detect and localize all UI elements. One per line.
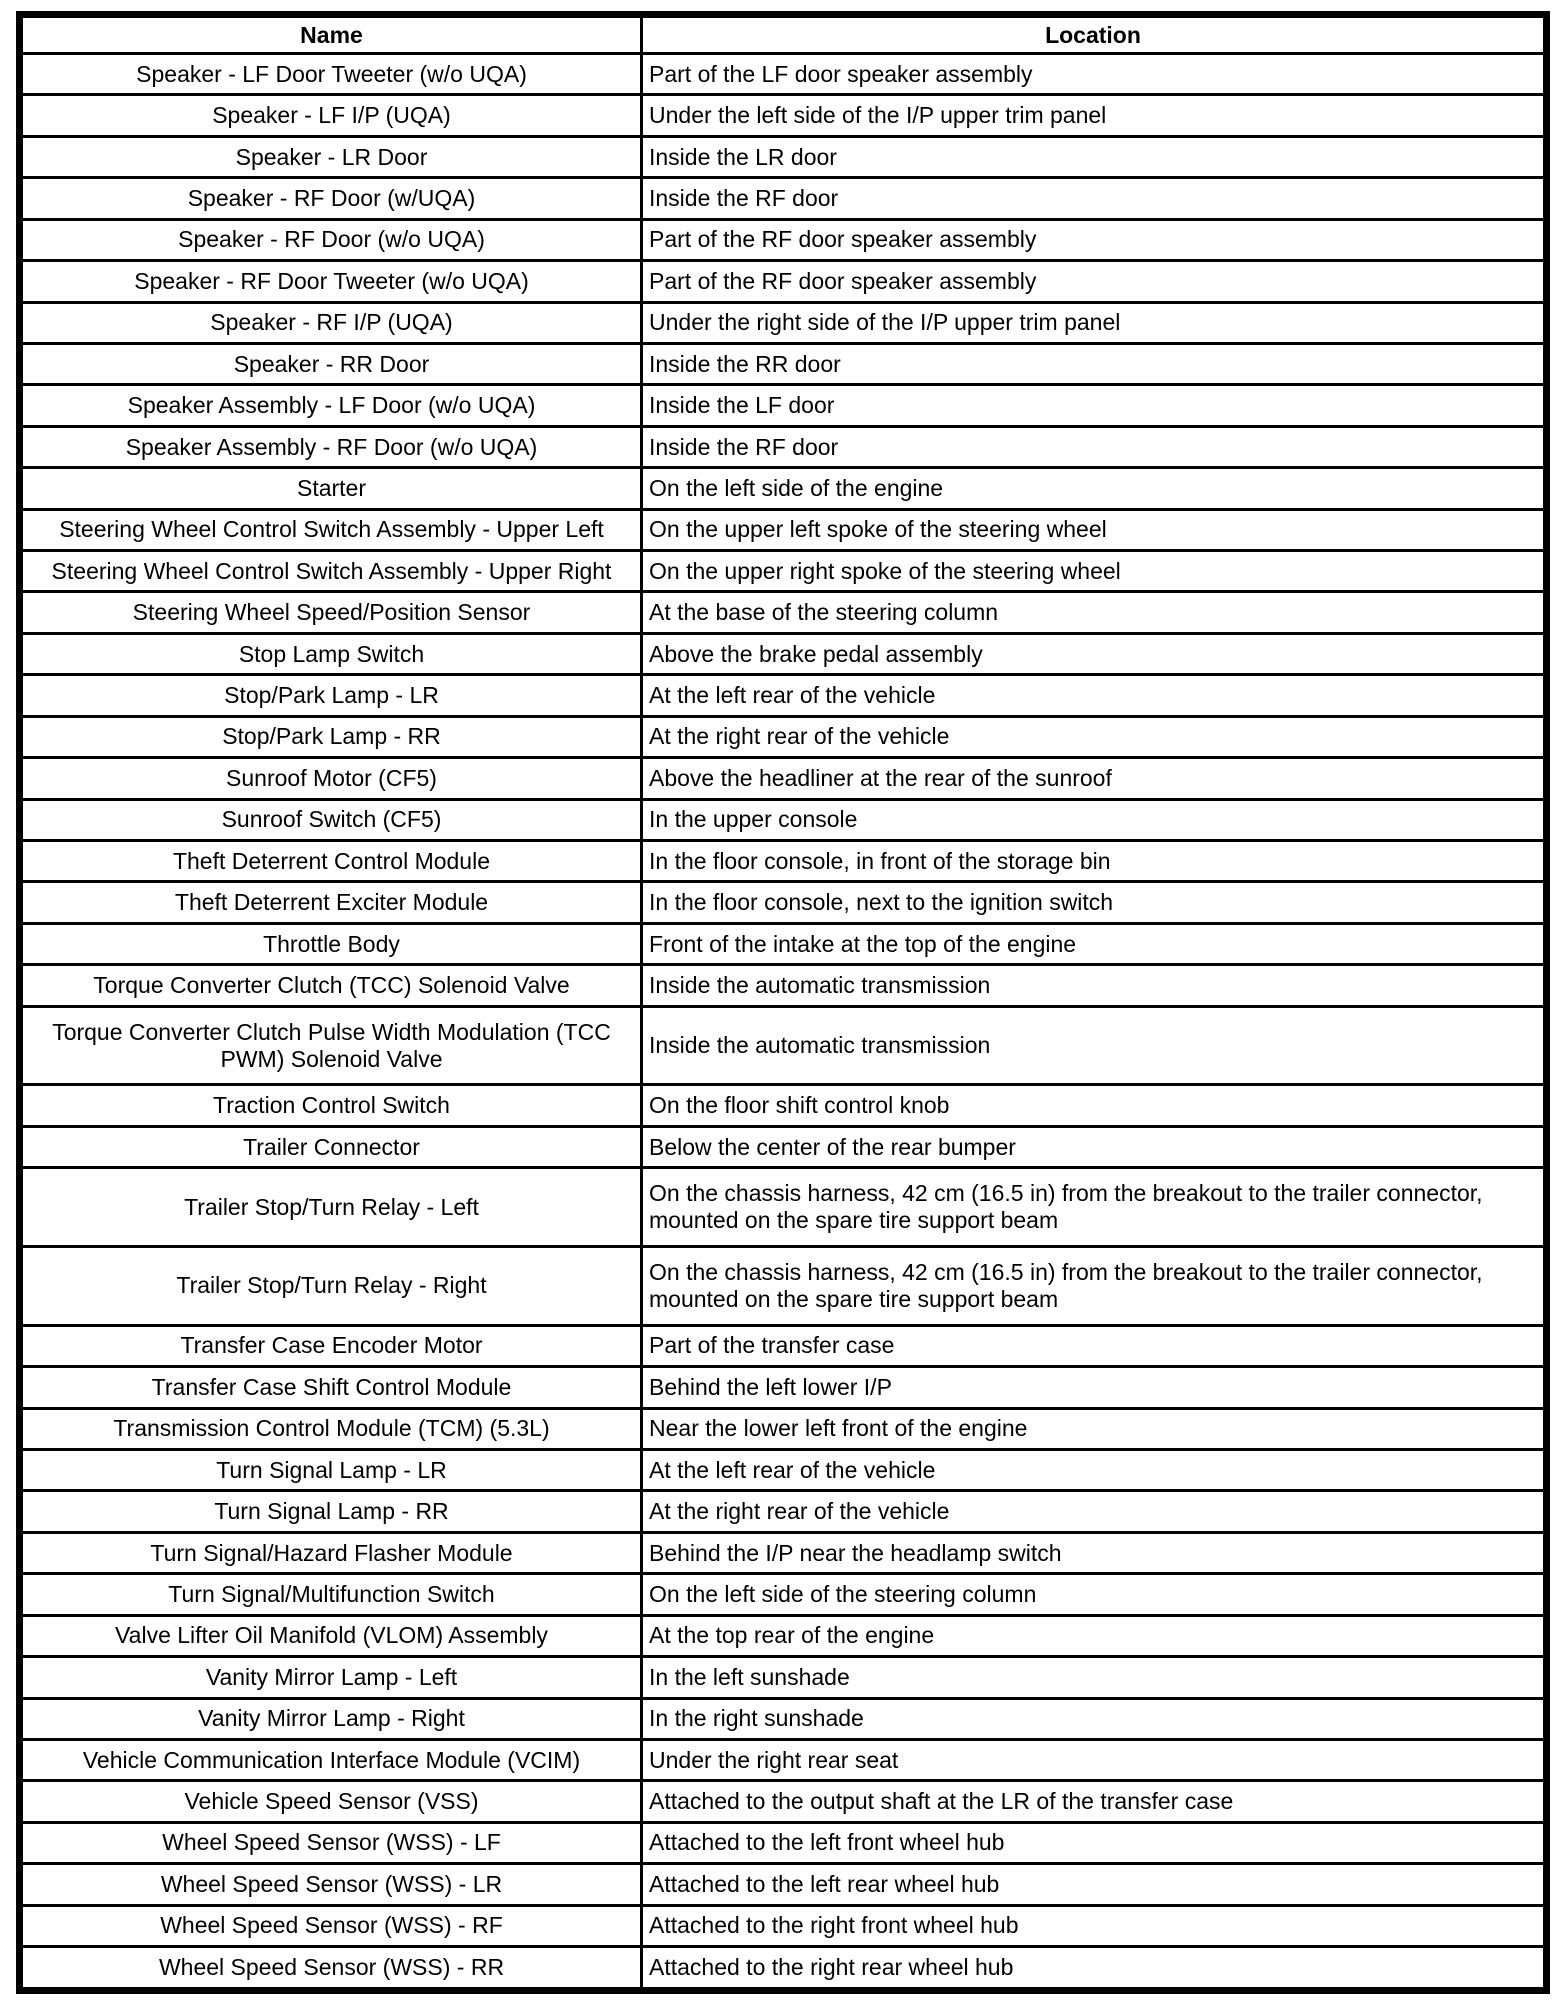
component-name-cell: Throttle Body (22, 923, 642, 964)
table-row (22, 1698, 1545, 1739)
table-row (22, 1739, 1545, 1780)
component-location-cell: Front of the intake at the top of the engine (642, 923, 1545, 964)
table-row (22, 1126, 1545, 1167)
component-name-cell: Theft Deterrent Control Module (22, 841, 642, 882)
table-row (22, 923, 1545, 964)
table-row (22, 302, 1545, 343)
table-row (22, 1781, 1545, 1822)
component-name-cell: Speaker - LF Door Tweeter (w/o UQA) (22, 54, 642, 95)
component-location-cell: In the right sunshade (642, 1698, 1545, 1739)
table-row (22, 261, 1545, 302)
component-name-cell: Transfer Case Encoder Motor (22, 1325, 642, 1366)
table-row (22, 551, 1545, 592)
table-row (22, 1246, 1545, 1325)
table-row (22, 633, 1545, 674)
component-location-cell: In the left sunshade (642, 1657, 1545, 1698)
component-name-cell: Stop Lamp Switch (22, 633, 642, 674)
component-name-cell: Sunroof Switch (CF5) (22, 799, 642, 840)
table-row (22, 178, 1545, 219)
component-locator-table (20, 15, 1546, 1990)
table-header-row (22, 17, 1545, 54)
component-name-cell: Vehicle Communication Interface Module (VCIM) (22, 1739, 642, 1780)
table-row (22, 1657, 1545, 1698)
component-location-cell: Under the right rear seat (642, 1739, 1545, 1780)
component-name-cell: Speaker - LF I/P (UQA) (22, 95, 642, 136)
table-row (22, 1864, 1545, 1905)
component-name-cell: Torque Converter Clutch Pulse Width Modulation (TCC PWM) Solenoid Valve (22, 1006, 642, 1085)
component-location-cell: Attached to the right front wheel hub (642, 1905, 1545, 1946)
table-row (22, 509, 1545, 550)
component-name-cell: Speaker - RF Door (w/o UQA) (22, 219, 642, 260)
component-name-cell: Steering Wheel Speed/Position Sensor (22, 592, 642, 633)
component-location-cell: At the base of the steering column (642, 592, 1545, 633)
table-row (22, 1822, 1545, 1863)
component-name-cell: Trailer Stop/Turn Relay - Right (22, 1246, 642, 1325)
table-row (22, 1085, 1545, 1126)
component-location-cell: Inside the LR door (642, 136, 1545, 177)
component-name-cell: Turn Signal Lamp - LR (22, 1449, 642, 1490)
component-name-cell: Turn Signal/Hazard Flasher Module (22, 1532, 642, 1573)
component-name-cell: Turn Signal/Multifunction Switch (22, 1574, 642, 1615)
table-row (22, 1947, 1545, 1989)
component-name-cell: Vehicle Speed Sensor (VSS) (22, 1781, 642, 1822)
component-name-cell: Turn Signal Lamp - RR (22, 1491, 642, 1532)
component-location-cell: Inside the RR door (642, 343, 1545, 384)
component-location-cell: At the left rear of the vehicle (642, 675, 1545, 716)
component-name-cell: Transmission Control Module (TCM) (5.3L) (22, 1408, 642, 1449)
component-name-cell: Wheel Speed Sensor (WSS) - LR (22, 1864, 642, 1905)
header-name: Name (22, 17, 642, 54)
component-location-cell: Below the center of the rear bumper (642, 1126, 1545, 1167)
component-name-cell: Speaker - LR Door (22, 136, 642, 177)
component-name-cell: Steering Wheel Control Switch Assembly - Upper Right (22, 551, 642, 592)
component-location-cell: Near the lower left front of the engine (642, 1408, 1545, 1449)
component-location-cell: On the left side of the engine (642, 468, 1545, 509)
table-row (22, 343, 1545, 384)
component-name-cell: Stop/Park Lamp - LR (22, 675, 642, 716)
component-name-cell: Speaker - RF I/P (UQA) (22, 302, 642, 343)
component-name-cell: Trailer Connector (22, 1126, 642, 1167)
table-row (22, 1491, 1545, 1532)
component-location-cell: Part of the RF door speaker assembly (642, 219, 1545, 260)
table-row (22, 1168, 1545, 1247)
component-location-cell: At the left rear of the vehicle (642, 1449, 1545, 1490)
component-name-cell: Speaker - RR Door (22, 343, 642, 384)
component-name-cell: Speaker - RF Door Tweeter (w/o UQA) (22, 261, 642, 302)
component-location-cell: At the top rear of the engine (642, 1615, 1545, 1656)
component-name-cell: Steering Wheel Control Switch Assembly - Upper Left (22, 509, 642, 550)
table-row (22, 799, 1545, 840)
component-location-cell: Attached to the left front wheel hub (642, 1822, 1545, 1863)
table-row (22, 1449, 1545, 1490)
component-name-cell: Transfer Case Shift Control Module (22, 1367, 642, 1408)
component-location-cell: On the chassis harness, 42 cm (16.5 in) from the breakout to the trailer connector, mounted on the spare tire support beam (642, 1168, 1545, 1247)
table-row (22, 1905, 1545, 1946)
component-name-cell: Wheel Speed Sensor (WSS) - LF (22, 1822, 642, 1863)
component-location-cell: Inside the RF door (642, 426, 1545, 467)
component-location-cell: On the upper right spoke of the steering wheel (642, 551, 1545, 592)
component-location-cell: In the floor console, next to the ignition switch (642, 882, 1545, 923)
table-row (22, 385, 1545, 426)
table-row (22, 675, 1545, 716)
table-row (22, 54, 1545, 95)
table-row (22, 592, 1545, 633)
component-name-cell: Valve Lifter Oil Manifold (VLOM) Assembly (22, 1615, 642, 1656)
component-location-cell: On the upper left spoke of the steering wheel (642, 509, 1545, 550)
component-location-cell: Above the brake pedal assembly (642, 633, 1545, 674)
component-name-cell: Speaker Assembly - LF Door (w/o UQA) (22, 385, 642, 426)
component-location-cell: In the upper console (642, 799, 1545, 840)
table-row (22, 758, 1545, 799)
component-name-cell: Vanity Mirror Lamp - Left (22, 1657, 642, 1698)
component-location-cell: Behind the I/P near the headlamp switch (642, 1532, 1545, 1573)
component-location-cell: Part of the LF door speaker assembly (642, 54, 1545, 95)
component-location-cell: Inside the RF door (642, 178, 1545, 219)
table-row (22, 426, 1545, 467)
component-name-cell: Wheel Speed Sensor (WSS) - RF (22, 1905, 642, 1946)
component-name-cell: Speaker - RF Door (w/UQA) (22, 178, 642, 219)
table-row (22, 841, 1545, 882)
component-location-cell: Inside the LF door (642, 385, 1545, 426)
component-location-cell: In the floor console, in front of the storage bin (642, 841, 1545, 882)
component-name-cell: Sunroof Motor (CF5) (22, 758, 642, 799)
component-location-cell: Above the headliner at the rear of the sunroof (642, 758, 1545, 799)
component-name-cell: Starter (22, 468, 642, 509)
component-name-cell: Stop/Park Lamp - RR (22, 716, 642, 757)
component-location-cell: Behind the left lower I/P (642, 1367, 1545, 1408)
table-row (22, 1532, 1545, 1573)
table-row (22, 95, 1545, 136)
component-location-cell: At the right rear of the vehicle (642, 716, 1545, 757)
component-location-cell: Part of the RF door speaker assembly (642, 261, 1545, 302)
table-row (22, 965, 1545, 1006)
table-row (22, 219, 1545, 260)
table-body (22, 54, 1545, 1989)
table-row (22, 1325, 1545, 1366)
component-location-cell: Attached to the right rear wheel hub (642, 1947, 1545, 1989)
component-name-cell: Wheel Speed Sensor (WSS) - RR (22, 1947, 642, 1989)
component-name-cell: Trailer Stop/Turn Relay - Left (22, 1168, 642, 1247)
component-name-cell: Theft Deterrent Exciter Module (22, 882, 642, 923)
component-location-cell: Inside the automatic transmission (642, 965, 1545, 1006)
component-name-cell: Traction Control Switch (22, 1085, 642, 1126)
component-name-cell: Speaker Assembly - RF Door (w/o UQA) (22, 426, 642, 467)
component-location-cell: Part of the transfer case (642, 1325, 1545, 1366)
table-row (22, 716, 1545, 757)
component-location-cell: At the right rear of the vehicle (642, 1491, 1545, 1532)
table-row (22, 136, 1545, 177)
table-row (22, 1574, 1545, 1615)
table-row (22, 1615, 1545, 1656)
component-name-cell: Vanity Mirror Lamp - Right (22, 1698, 642, 1739)
table-row (22, 468, 1545, 509)
component-location-cell: Attached to the output shaft at the LR of the transfer case (642, 1781, 1545, 1822)
component-location-cell: Inside the automatic transmission (642, 1006, 1545, 1085)
component-location-cell: On the left side of the steering column (642, 1574, 1545, 1615)
component-location-cell: Under the right side of the I/P upper trim panel (642, 302, 1545, 343)
component-location-cell: Under the left side of the I/P upper trim panel (642, 95, 1545, 136)
table-row (22, 882, 1545, 923)
component-locator-table-frame (16, 11, 1550, 1994)
component-location-cell: Attached to the left rear wheel hub (642, 1864, 1545, 1905)
table-row (22, 1408, 1545, 1449)
component-name-cell: Torque Converter Clutch (TCC) Solenoid Valve (22, 965, 642, 1006)
component-location-cell: On the chassis harness, 42 cm (16.5 in) from the breakout to the trailer connector, mounted on the spare tire support beam (642, 1246, 1545, 1325)
table-row (22, 1367, 1545, 1408)
table-row (22, 1006, 1545, 1085)
component-location-cell: On the floor shift control knob (642, 1085, 1545, 1126)
header-location: Location (642, 17, 1545, 54)
